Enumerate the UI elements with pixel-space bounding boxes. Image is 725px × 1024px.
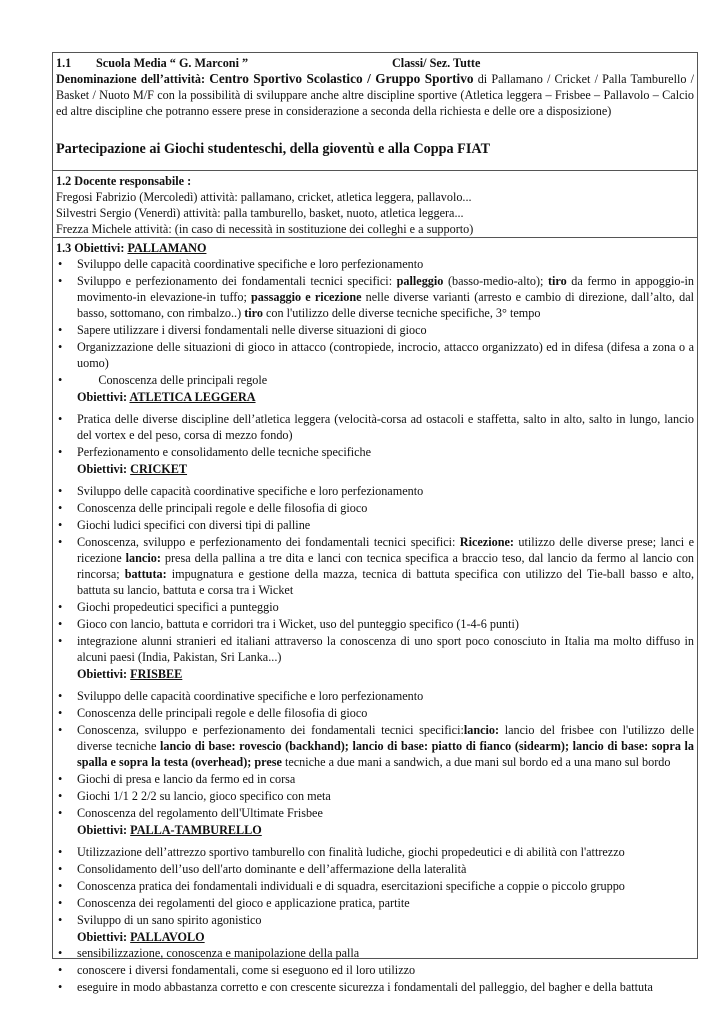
sport-name: CRICKET [130,462,188,476]
objective-item [56,771,694,787]
section-number: 1.1 [56,56,72,70]
objectives-heading [77,822,694,838]
objectives-prefix: 1.3 Obiettivi: [56,241,128,255]
objective-item [56,945,694,961]
objective-text: Conoscenza, sviluppo e perfezionamento dei fondamentali tecnici specifici: [77,535,460,549]
objectives-list [56,411,698,460]
objective-item [56,844,694,860]
objective-text: eseguire in modo abbastanza corretto e con crescente sicurezza i fondamentali del palleggio, del bagher e della battuta [77,980,653,994]
activity-denomination [56,71,694,119]
objective-text: Giochi propedeutici specifici a punteggio [77,600,279,614]
section-header [56,55,694,71]
objective-item [56,534,698,598]
sport-name: PALLA-TAMBURELLO [130,823,262,837]
objective-text: Sviluppo delle capacità coordinative specifiche e loro perfezionamento [77,484,424,498]
objectives-prefix: Obiettivi: [77,667,131,681]
objective-text: sensibilizzazione, conoscenza e manipolazione della palla [77,946,360,960]
objective-item [56,895,694,911]
objective-keyword: lancio: [463,723,500,737]
objective-keyword: lancio di base: rovescio (backhand); lancio di base: piatto di fianco (sidearm); lancio di base: sopra la spalla e sopra la testa (overhead); prese [77,739,698,769]
sport-name: ATLETICA LEGGERA [129,390,256,404]
objective-keyword: battuta: [124,567,167,581]
section-objectives [52,237,698,994]
objective-item [56,633,698,665]
sport-name: PALLAMANO [127,241,207,255]
objectives-prefix: Obiettivi: [77,823,131,837]
objective-text: Sviluppo delle capacità coordinative specifiche e loro perfezionamento [77,689,424,703]
objective-keyword: Ricezione: [459,535,514,549]
objective-item [56,979,694,995]
objective-text: Utilizzazione dell’attrezzo sportivo tamburello con finalità ludiche, giochi propedeutici e di abilità con l'attrezzo [77,845,625,859]
teacher-line: Frezza Michele attività: (in caso di necessità in sostituzione dei colleghi e a supporto) [56,222,474,236]
objective-text: Gioco con lancio, battuta e corridori tra i Wicket, uso del punteggio specifico (1-4-6 punti) [77,617,519,631]
objective-text: Giochi di presa e lancio da fermo ed in corsa [77,772,296,786]
objective-text: Consolidamento dell’uso dell'arto dominante e dell’affermazione della lateralità [77,862,467,876]
objective-text: Conoscenza delle principali regole [77,373,268,387]
objective-text: utilizzo delle diverse prese; lanci e ricezione [77,535,698,565]
objectives-list [56,483,698,665]
objective-text: Conoscenza delle principali regole e delle filosofia di gioco [77,706,368,720]
classes-label: Classi/ Sez. Tutte [392,56,481,70]
objectives-heading [77,389,694,405]
objective-item [56,861,694,877]
objective-item [56,878,694,894]
denomination-label: Denominazione dell’attività: [56,72,206,86]
teacher-line: Fregosi Fabrizio (Mercoledì) attività: pallamano, cricket, atletica leggera, pallavolo... [56,190,472,204]
objective-text: presa della pallina a tre dita e lanci con tecnica specifica a braccio teso, dal lancio da fermo al lancio con rincorsa; [77,551,698,581]
objective-text: Giochi 1/1 2 2/2 su lancio, gioco specifico con meta [77,789,331,803]
objectives-heading [77,666,694,682]
objectives-prefix: Obiettivi: [77,462,131,476]
objective-text: con l'utilizzo delle diverse tecniche specifiche, 3° tempo [262,306,541,320]
objective-item [56,722,698,770]
objectives-heading [56,240,694,256]
objectives-heading [77,461,694,477]
objectives-list [56,945,694,995]
objective-item [56,339,698,371]
objective-item [56,256,694,272]
objective-item [56,962,694,978]
objective-text: Sviluppo delle capacità coordinative specifiche e loro perfezionamento [77,257,424,271]
teacher-line: Silvestri Sergio (Venerdì) attività: palla tamburello, basket, nuoto, atletica leggera... [56,206,464,220]
objective-item [56,912,694,928]
objective-keyword: palleggio [396,274,444,288]
objective-text: Giochi ludici specifici con diversi tipi di palline [77,518,311,532]
objective-item [56,517,694,533]
objective-text: da fermo in appoggio-in movimento-in elevazione-in tuffo; [77,274,698,304]
objective-text: Conoscenza dei regolamenti del gioco e applicazione pratica, partite [77,896,410,910]
objective-text: integrazione alunni stranieri ed italiani attraverso la conoscenza di uno sport poco conosciuto in Italia ma molto diffuso in alcuni paesi (India, Pakistan, Sri Lanka...) [77,634,698,664]
objective-item [56,599,694,615]
objective-text: Conoscenza pratica dei fondamentali individuali e di squadra, esercitazioni specifiche a coppie o piccolo gruppo [77,879,625,893]
objective-text: Perfezionamento e consolidamento delle tecniche specifiche [77,445,372,459]
sport-name: FRISBEE [130,667,183,681]
objective-text: Sapere utilizzare i diversi fondamentali nelle diverse situazioni di gioco [77,323,427,337]
objective-item [56,705,694,721]
teachers-title: 1.2 Docente responsabile : [56,174,192,188]
objective-keyword: lancio: [125,551,161,565]
objective-text: lancio del frisbee con l'utilizzo delle diverse tecniche [77,723,698,753]
objective-item [56,805,694,821]
sport-name: PALLAVOLO [130,930,205,944]
denomination-text: di Pallamano / Cricket / Palla Tamburello / Basket / Nuoto M/F con la possibilità di sviluppare anche altre discipline sportive (Atletica leggera – Frisbee – Pallavolo – Calcio ed altre discipline che potranno essere prese in considerazione a seconda della richiesta e delle ore a disposizione) [56,72,694,118]
objective-item [56,411,698,443]
objective-text: Pratica delle diverse discipline dell’atletica leggera (velocità-corsa ad ostacoli e staffetta, salto in alto, salto in lungo, lancio del vortex e del peso, corsa di mezzo fondo) [77,412,698,442]
objective-text: Organizzazione delle situazioni di gioco in attacco (contropiede, incrocio, attacco organizzato) ed in difesa (difesa a zona o a uomo) [77,340,698,370]
objective-item [56,500,694,516]
objective-item [56,788,694,804]
participation-heading: Partecipazione ai Giochi studenteschi, della gioventù e alla Coppa FIAT [56,141,491,157]
objective-item [56,616,694,632]
objective-text: Conoscenza, sviluppo e perfezionamento dei fondamentali tecnici specifici: [77,723,464,737]
objectives-list [56,256,698,388]
objective-item [56,444,694,460]
objective-item [56,322,694,338]
objective-text: tecniche a due mani a sandwich, a due mani sul bordo ed a una mano sul bordo [281,755,671,769]
objective-keyword: tiro [547,274,567,288]
objectives-list [56,688,698,821]
school-name: Scuola Media “ G. Marconi ” [96,56,249,70]
section-teachers [52,170,698,238]
objective-item [56,273,698,321]
objective-keyword: passaggio e ricezione [251,290,362,304]
objective-text: Sviluppo e perfezionamento dei fondamentali tecnici specifici: [77,274,397,288]
objective-text: nelle diverse varianti (arresto e cambio di direzione, dall’alto, dal basso, sottomano, con rimbalzo..) [77,290,698,320]
objectives-prefix: Obiettivi: [77,390,130,404]
objective-keyword: tiro [244,306,263,320]
objective-text: Conoscenza del regolamento dell'Ultimate Frisbee [77,806,323,820]
objective-text: conoscere i diversi fondamentali, come si eseguono ed il loro utilizzo [77,963,416,977]
objective-item [56,483,694,499]
objective-text: Conoscenza delle principali regole e delle filosofia di gioco [77,501,368,515]
objective-text: Sviluppo di un sano spirito agonistico [77,913,262,927]
denomination-title: Centro Sportivo Scolastico / Gruppo Sportivo [209,71,474,86]
section-activity [52,52,698,171]
objective-text: (basso-medio-alto); [443,274,548,288]
objectives-heading [77,929,694,945]
objectives-prefix: Obiettivi: [77,930,131,944]
objective-item [56,372,694,388]
objective-text: impugnatura e gestione della mazza, tecnica di battuta specifica con utilizzo del Tie-ball basso e alto, battuta su lancio, battuta e corsa tra i Wicket [77,567,698,597]
objectives-list [56,844,694,928]
objective-item [56,688,694,704]
